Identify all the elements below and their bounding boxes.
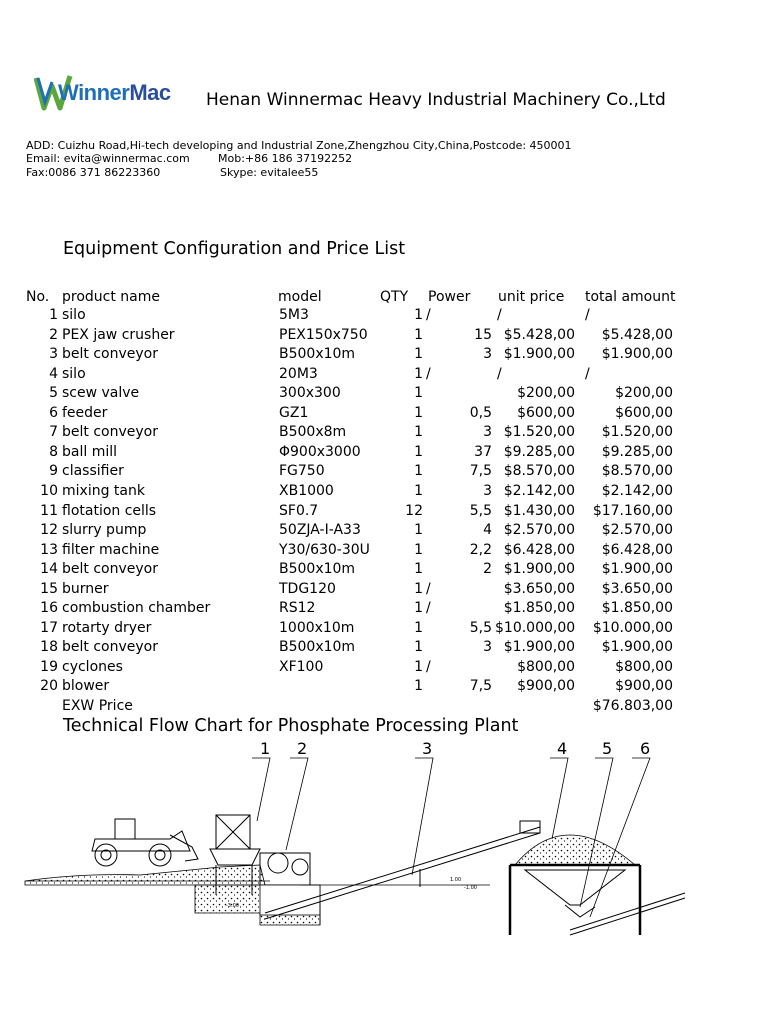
unit-price: $800,00 [517, 658, 575, 675]
model: SF0.7 [279, 502, 319, 519]
table-row [0, 444, 768, 464]
mobile: Mob:+86 186 37192252 [218, 152, 353, 165]
exw-total: $76.803,00 [592, 698, 673, 714]
total-amount: $2.142,00 [601, 482, 673, 499]
total-slash: / [585, 307, 590, 323]
product-name: flotation cells [62, 502, 157, 519]
model: Φ900x3000 [279, 443, 361, 460]
qty: 1 [414, 346, 423, 363]
table-row [0, 405, 768, 425]
row-number: 19 [40, 658, 58, 675]
power: 0,5 [469, 404, 492, 421]
model: GZ1 [279, 404, 309, 421]
total-amount: $17.160,00 [592, 502, 673, 519]
product-name: silo [62, 307, 86, 323]
product-name: filter machine [62, 541, 160, 558]
table-row [0, 639, 768, 659]
power: 7,5 [469, 678, 492, 695]
product-name: blower [62, 678, 110, 695]
power: 4 [483, 522, 492, 539]
row-number: 13 [40, 541, 58, 558]
qty: 1 [414, 326, 423, 343]
row-number: 8 [49, 443, 58, 460]
product-name: belt conveyor [62, 346, 158, 363]
model: B500x10m [279, 561, 356, 578]
table-row [0, 659, 768, 679]
label-5: 5 [602, 739, 613, 758]
table-row [0, 366, 768, 386]
row-number: 2 [49, 326, 58, 343]
qty: 1 [414, 600, 423, 617]
unit-price: $600,00 [517, 404, 575, 421]
table-row [0, 620, 768, 640]
table-row [0, 424, 768, 444]
table-row [0, 346, 768, 366]
header-product-name: product name [62, 289, 160, 305]
model: Y30/630-30U [279, 541, 370, 558]
fax: Fax:0086 371 86223360 [26, 166, 161, 179]
table-row [0, 503, 768, 523]
header-qty: QTY [380, 289, 409, 305]
unit-price: $9.285,00 [503, 443, 575, 460]
total-amount: $1.520,00 [601, 424, 673, 441]
product-name: combustion chamber [62, 600, 211, 617]
qty: 12 [405, 502, 423, 519]
qty: 1 [414, 639, 423, 656]
product-name: rotarty dryer [62, 619, 152, 636]
row-number: 20 [40, 678, 58, 695]
table-row [0, 385, 768, 405]
table-row [0, 600, 768, 620]
model: 50ZJA-I-A33 [279, 522, 361, 539]
table-row [0, 483, 768, 503]
total-amount: $9.285,00 [601, 443, 673, 460]
table-row [0, 561, 768, 581]
logo-text: WinnerMac [58, 80, 171, 105]
qty: 1 [414, 678, 423, 695]
model: B500x10m [279, 639, 356, 656]
row-number: 5 [49, 385, 58, 402]
level-label-1: 1.00 [450, 877, 462, 883]
row-number: 17 [40, 619, 58, 636]
unit-price: $1.520,00 [503, 424, 575, 441]
jaw-crusher-icon [260, 853, 310, 885]
total-amount: $900,00 [615, 678, 673, 695]
row-number: 4 [49, 365, 58, 382]
qty: 1 [414, 541, 423, 558]
qty: 1 [414, 561, 423, 578]
header-unit-price: unit price [498, 289, 565, 305]
model: 300x300 [279, 385, 341, 402]
unit-price: $8.570,00 [503, 463, 575, 480]
row-number: 7 [49, 424, 58, 441]
product-name: mixing tank [62, 482, 145, 499]
total-amount: $1.850,00 [601, 600, 673, 617]
table-row [0, 307, 768, 327]
total-amount: $200,00 [615, 385, 673, 402]
row-number: 11 [40, 502, 58, 519]
header-model: model [278, 289, 322, 305]
row-number: 3 [49, 346, 58, 363]
power-slash: / [426, 658, 431, 675]
power: 5,5 [469, 619, 492, 636]
power-slash: / [426, 307, 431, 323]
table-row [0, 542, 768, 562]
label-2: 2 [297, 739, 308, 758]
label-1: 1 [260, 739, 271, 758]
skype: Skype: evitalee55 [220, 166, 319, 179]
qty: 1 [414, 463, 423, 480]
row-number: 6 [49, 404, 58, 421]
qty: 1 [414, 424, 423, 441]
power-slash: / [426, 600, 431, 617]
row-number: 14 [40, 561, 58, 578]
label-6: 6 [640, 739, 651, 758]
total-amount: $600,00 [615, 404, 673, 421]
row-number: 10 [40, 482, 58, 499]
model: RS12 [279, 600, 316, 617]
total-amount: $1.900,00 [601, 561, 673, 578]
total-amount: $800,00 [615, 658, 673, 675]
unit-price: $900,00 [517, 678, 575, 695]
power: 7,5 [469, 463, 492, 480]
row-number: 15 [40, 580, 58, 597]
model: PEX150x750 [279, 326, 368, 343]
unit-price: $1.900,00 [503, 561, 575, 578]
unit-price: $1.850,00 [503, 600, 575, 617]
unit-price: $5.428,00 [503, 326, 575, 343]
qty: 1 [414, 522, 423, 539]
model: TDG120 [279, 580, 336, 597]
product-name: belt conveyor [62, 639, 158, 656]
table-row [0, 463, 768, 483]
row-number: 12 [40, 522, 58, 539]
product-name: PEX jaw crusher [62, 326, 175, 343]
product-name: silo [62, 365, 86, 382]
loader-icon [92, 819, 198, 866]
model: 20M3 [279, 365, 318, 382]
total-amount: $5.428,00 [601, 326, 673, 343]
total-amount: $8.570,00 [601, 463, 673, 480]
power: 37 [474, 443, 492, 460]
product-name: belt conveyor [62, 424, 158, 441]
power-slash: / [426, 580, 431, 597]
model: 5M3 [279, 307, 309, 323]
qty: 1 [414, 404, 423, 421]
model: XB1000 [279, 482, 334, 499]
unit-price: $1.900,00 [503, 639, 575, 656]
power-slash: / [426, 365, 431, 382]
flow-chart-title: Technical Flow Chart for Phosphate Processing Plant [63, 716, 519, 736]
header-total-amount: total amount [585, 289, 676, 305]
qty: 1 [414, 385, 423, 402]
product-name: scew valve [62, 385, 140, 402]
unit-price: $6.428,00 [503, 541, 575, 558]
row-number: 9 [49, 463, 58, 480]
qty: 1 [414, 482, 423, 499]
total-amount: $6.428,00 [601, 541, 673, 558]
total-amount: $1.900,00 [601, 346, 673, 363]
product-name: classifier [62, 463, 124, 480]
qty: 1 [414, 619, 423, 636]
total-amount: $3.650,00 [601, 580, 673, 597]
product-name: ball mill [62, 443, 118, 460]
table-row [0, 678, 768, 698]
qty: 1 [414, 307, 423, 323]
power: 3 [483, 482, 492, 499]
power: 3 [483, 346, 492, 363]
price-list-title: Equipment Configuration and Price List [63, 239, 406, 259]
model: XF100 [279, 658, 324, 675]
address: ADD: Cuizhu Road,Hi-tech developing and Industrial Zone,Zhengzhou City,China,Postcode: 450001 [26, 139, 572, 152]
power: 15 [474, 326, 492, 343]
product-name: burner [62, 580, 109, 597]
header-no: No. [26, 289, 50, 305]
storage-silo-icon [510, 865, 640, 935]
qty: 1 [414, 580, 423, 597]
total-slash: / [585, 365, 590, 382]
row-number: 18 [40, 639, 58, 656]
label-3: 3 [422, 739, 433, 758]
row-number: 16 [40, 600, 58, 617]
email: Email: evita@winnermac.com [26, 152, 190, 165]
product-name: feeder [62, 404, 108, 421]
total-amount: $10.000,00 [592, 619, 673, 636]
power: 2,2 [469, 541, 492, 558]
table-row [0, 327, 768, 347]
exw-label: EXW Price [62, 698, 133, 714]
power: 2 [483, 561, 492, 578]
power: 3 [483, 424, 492, 441]
unit-price: $1.430,00 [503, 502, 575, 519]
qty: 1 [414, 658, 423, 675]
model: B500x8m [279, 424, 347, 441]
level-label-minus1: -1.00 [464, 885, 477, 891]
label-4: 4 [557, 739, 568, 758]
flow-chart-diagram [20, 735, 700, 950]
row-number: 1 [49, 307, 58, 323]
unit-price: $2.142,00 [503, 482, 575, 499]
model: B500x10m [279, 346, 356, 363]
header-power: Power [428, 289, 471, 305]
unit-price: $3.650,00 [503, 580, 575, 597]
unit-price-slash: / [497, 365, 502, 382]
table-row [0, 581, 768, 601]
unit-price: $1.900,00 [503, 346, 575, 363]
product-name: slurry pump [62, 522, 147, 539]
company-name: Henan Winnermac Heavy Industrial Machinery Co.,Ltd [206, 90, 666, 110]
qty: 1 [414, 365, 423, 382]
unit-price-slash: / [497, 307, 502, 323]
total-amount: $2.570,00 [601, 522, 673, 539]
unit-price: $200,00 [517, 385, 575, 402]
power: 5,5 [469, 502, 492, 519]
model: FG750 [279, 463, 325, 480]
unit-price: $10.000,00 [495, 619, 576, 636]
product-name: cyclones [62, 658, 123, 675]
table-row [0, 522, 768, 542]
level-label-minus3: -3.00 [226, 903, 239, 909]
exw-price-row [0, 698, 768, 718]
product-name: belt conveyor [62, 561, 158, 578]
total-amount: $1.900,00 [601, 639, 673, 656]
model: 1000x10m [279, 619, 355, 636]
power: 3 [483, 639, 492, 656]
unit-price: $2.570,00 [503, 522, 575, 539]
qty: 1 [414, 443, 423, 460]
feeder-icon [565, 893, 685, 935]
